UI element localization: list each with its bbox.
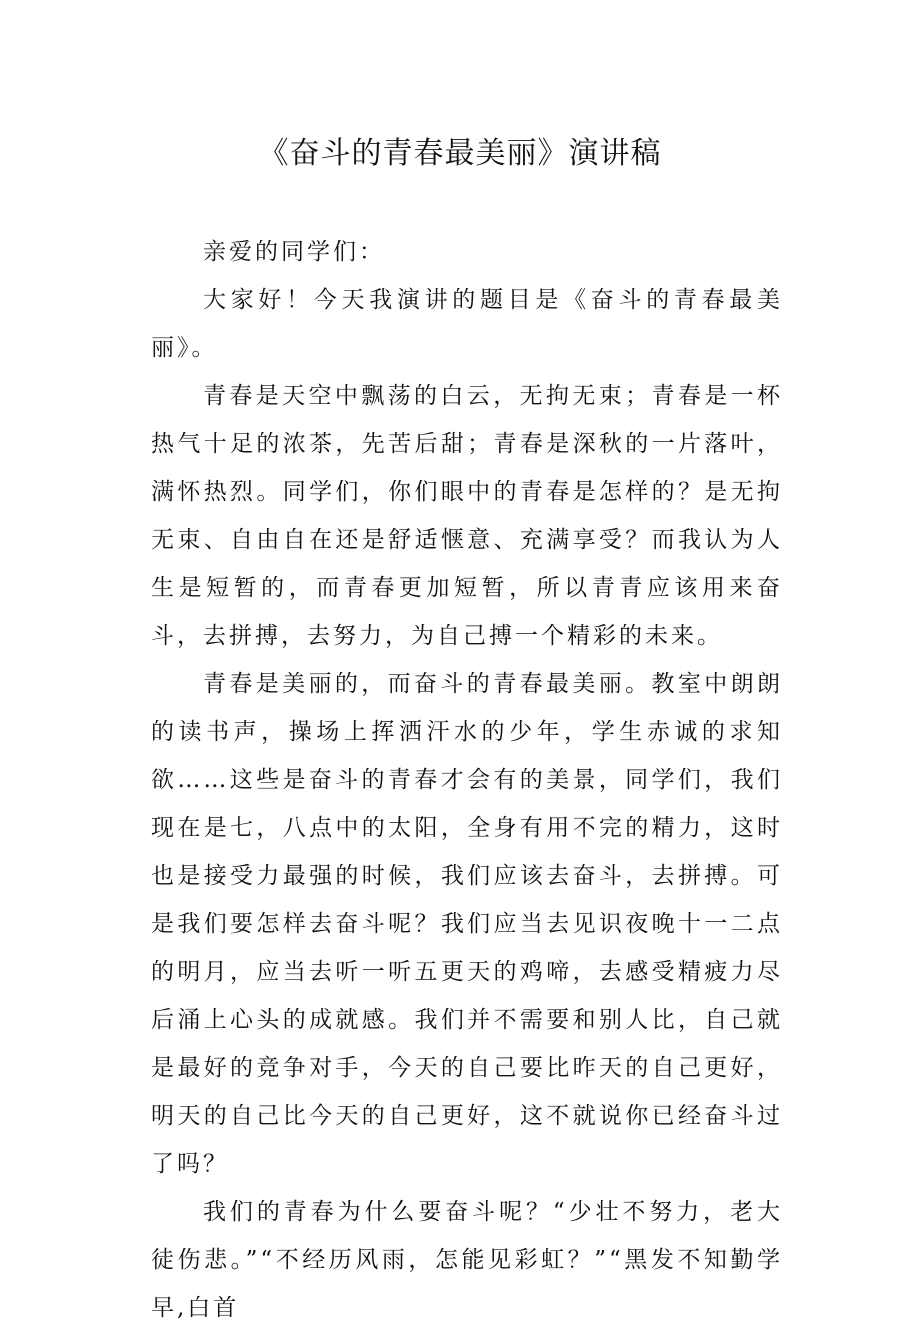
paragraph-greeting: 大家好！今天我演讲的题目是《奋斗的青春最美丽》。 xyxy=(151,287,783,361)
document-title: 《奋斗的青春最美丽》演讲稿 xyxy=(258,136,662,171)
paragraph-youth-metaphors: 青春是天空中飘荡的白云，无拘无束；青春是一杯热气十足的浓茶，先苦后甜；青春是深秋的一片落叶，满怀热烈。同学们，你们眼中的青春是怎样的？是无拘无束、自由自在还是舒适惬意、充满享受？而我认为人生是短暂的，而青春更加短暂，所以青青应该用来奋斗，去拼搏，去努力，为自己搏一个精彩的未来。 xyxy=(151,383,783,649)
document-body xyxy=(151,228,783,1332)
paragraph-striving-youth: 青春是美丽的，而奋斗的青春最美丽。教室中朗朗的读书声，操场上挥洒汗水的少年，学生赤诚的求知欲……这些是奋斗的青春才会有的美景，同学们，我们现在是七，八点中的太阳，全身有用不完的精力，这时也是接受力最强的时候，我们应该去奋斗，去拼搏。可是我们要怎样去奋斗呢？我们应当去见识夜晚十一二点的明月，应当去听一听五更天的鸡啼，去感受精疲力尽后涌上心头的成就感。我们并不需要和别人比，自己就是最好的竞争对手，今天的自己要比昨天的自己更好，明天的自己比今天的自己更好，这不就说你已经奋斗过了吗？ xyxy=(151,671,783,1177)
paragraph-salutation: 亲爱的同学们： xyxy=(203,239,385,265)
paragraph-why-strive: 我们的青春为什么要奋斗呢？“少壮不努力，老大徒伤悲。”“不经历风雨，怎能见彩虹？”“黑发不知勤学早,白首 xyxy=(151,1199,783,1321)
